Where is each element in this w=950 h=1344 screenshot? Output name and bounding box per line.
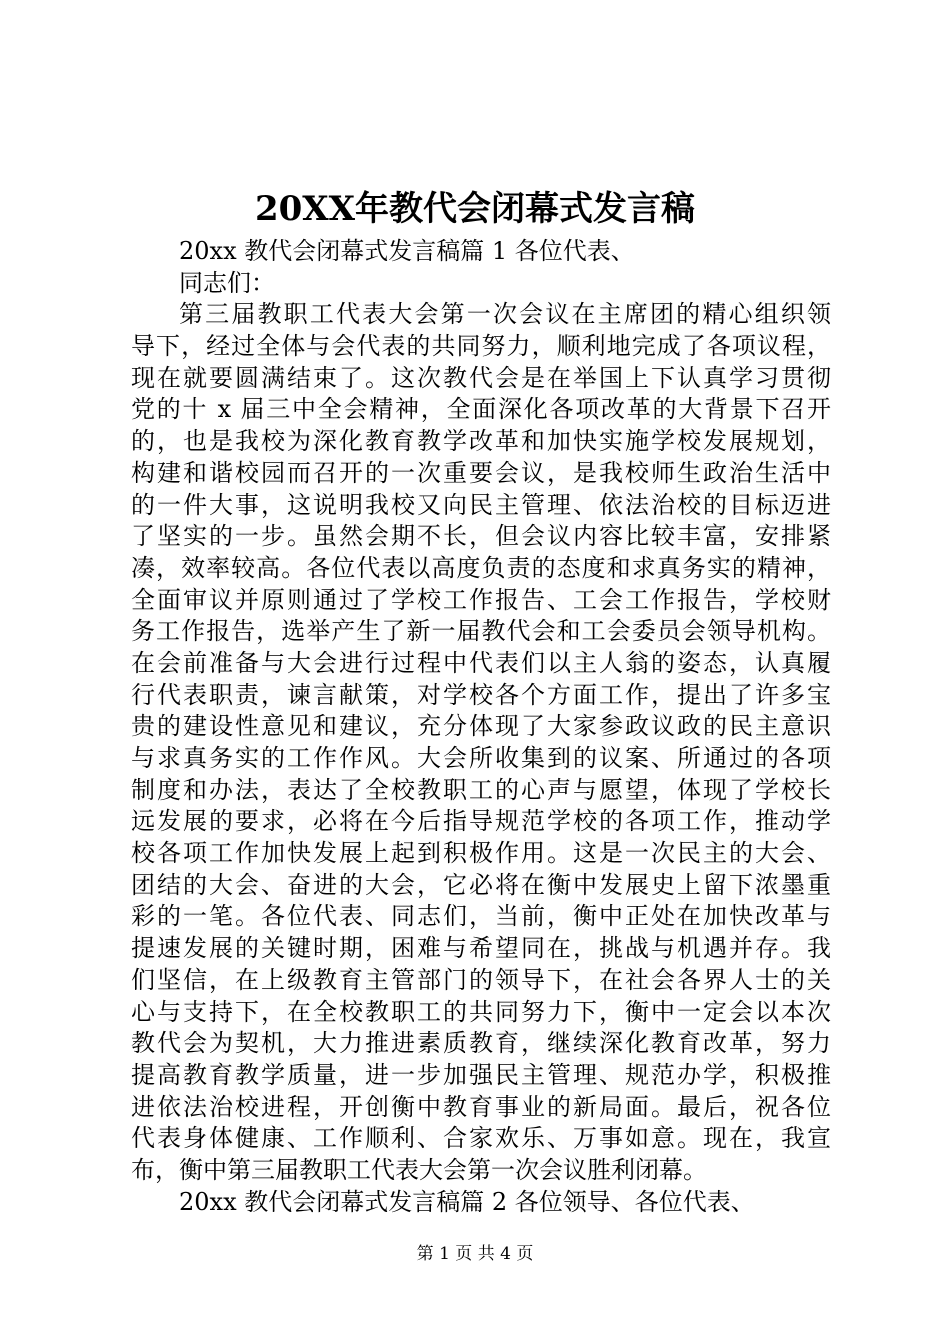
text-line: 心与支持下，在全校教职工的共同努力下，衡中一定会以本次 (131, 997, 831, 1026)
text-line: 20xx 教代会闭幕式发言稿篇 1 各位代表、 (179, 237, 635, 265)
text-line: 20xx 教代会闭幕式发言稿篇 2 各位领导、各位代表、 (179, 1187, 755, 1216)
document-body (131, 236, 831, 1218)
text-line: 教代会为契机，大力推进素质教育，继续深化教育改革，努力 (131, 1029, 831, 1058)
document-title: 20XX年教代会闭幕式发言稿 (254, 189, 696, 229)
text-line: 务工作报告，选举产生了新一届教代会和工会委员会领导机构。 (131, 617, 831, 646)
text-line: 进依法治校进程，开创衡中教育事业的新局面。最后，祝各位 (131, 1092, 831, 1121)
text-line: 导下，经过全体与会代表的共同努力，顺利地完成了各项议程， (131, 332, 831, 361)
text-line: 构建和谐校园而召开的一次重要会议，是我校师生政治生活中 (131, 458, 831, 487)
text-line: 们坚信，在上级教育主管部门的领导下，在社会各界人士的关 (131, 965, 831, 994)
text-line: 的一件大事，这说明我校又向民主管理、依法治校的目标迈进 (131, 490, 831, 519)
text-line: 行代表职责，谏言献策，对学校各个方面工作，提出了许多宝 (131, 680, 831, 709)
text-line: 现在就要圆满结束了。这次教代会是在举国上下认真学习贯彻 (131, 363, 831, 392)
text-line: 校各项工作加快发展上起到积极作用。这是一次民主的大会、 (131, 839, 831, 868)
text-line: 与求真务实的工作作风。大会所收集到的议案、所通过的各项 (131, 744, 831, 772)
text-line: 代表身体健康、工作顺利、合家欢乐、万事如意。现在，我宣 (131, 1124, 831, 1153)
text-line: 同志们： (179, 268, 275, 297)
text-line: 制度和办法，表达了全校教职工的心声与愿望，体现了学校长 (131, 775, 831, 804)
text-line: 贵的建设性意见和建议，充分体现了大家参政议政的民主意识 (131, 712, 831, 741)
text-line: 党的十 x 届三中全会精神，全面深化各项改革的大背景下召开 (131, 395, 831, 424)
text-line: 布，衡中第三届教职工代表大会第一次会议胜利闭幕。 (131, 1155, 707, 1184)
text-line: 凑，效率较高。各位代表以高度负责的态度和求真务实的精神， (131, 553, 831, 582)
text-line: 团结的大会、奋进的大会，它必将在衡中发展史上留下浓墨重 (131, 870, 831, 899)
text-line: 在会前准备与大会进行过程中代表们以主人翁的姿态，认真履 (131, 648, 831, 677)
text-line: 提高教育教学质量，进一步加强民主管理、规范办学，积极推 (131, 1060, 831, 1089)
text-line: 彩的一笔。各位代表、同志们，当前，衡中正处在加快改革与 (131, 902, 831, 931)
text-line: 远发展的要求，必将在今后指导规范学校的各项工作，推动学 (131, 807, 831, 836)
text-line: 的，也是我校为深化教育教学改革和加快实施学校发展规划， (131, 427, 831, 456)
text-line: 第三届教职工代表大会第一次会议在主席团的精心组织领 (179, 300, 831, 329)
page-footer: 第 1 页 共 4 页 (416, 1244, 534, 1264)
text-line: 全面审议并原则通过了学校工作报告、工会工作报告，学校财 (131, 585, 831, 614)
text-line: 提速发展的关键时期，困难与希望同在，挑战与机遇并存。我 (131, 934, 831, 963)
text-line: 了坚实的一步。虽然会期不长，但会议内容比较丰富，安排紧 (131, 522, 831, 551)
